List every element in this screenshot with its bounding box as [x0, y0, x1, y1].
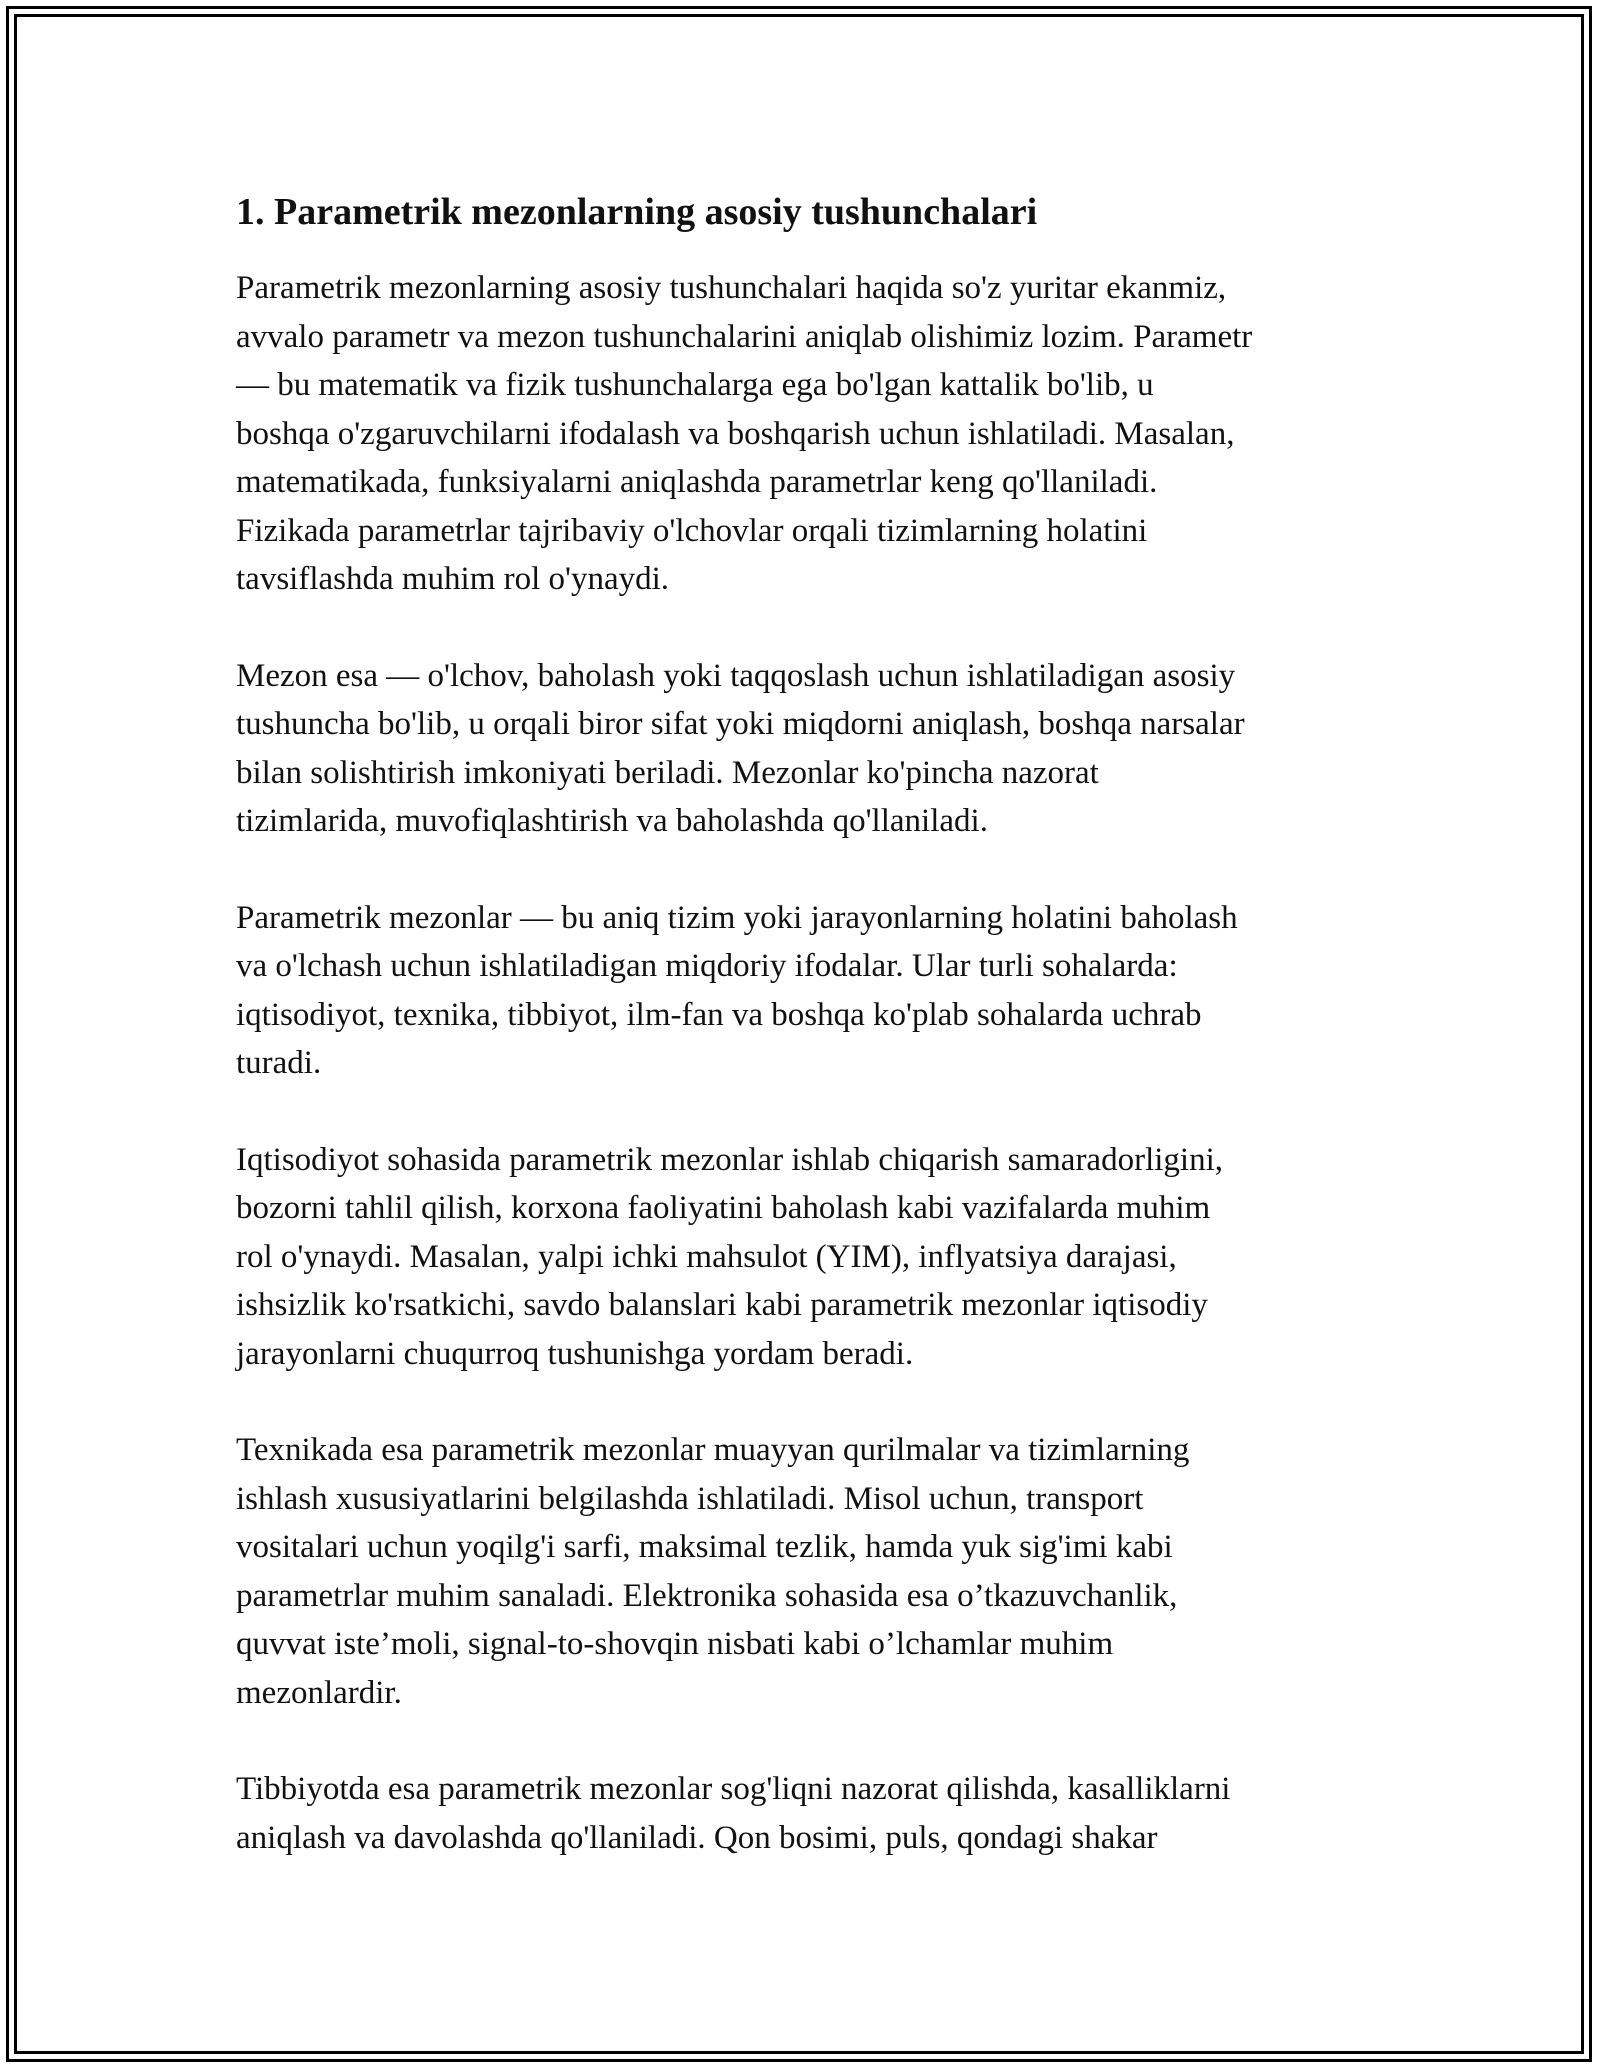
paragraph-parameter-definition: Parametrik mezonlarning asosiy tushunchalari haqida so'z yuritar ekanmiz, avvalo parametr va mezon tushunchalarini aniqlab olishimiz lozim. Parametr — bu matematik va fizik tushunchalarga ega bo'lgan kattalik bo'lib, u boshqa o'zgaruvchilarni ifodalash va boshqarish uchun ishlatiladi. Masalan, matematikada, funksiyalarni aniqlashda parametrlar keng qo'llaniladi. Fizikada parametrlar tajribaviy o'lchovlar orqali tizimlarning holatini tavsiflashda muhim rol o'ynaydi.	[236, 270, 1253, 597]
paragraph-technology: Texnikada esa parametrik mezonlar muayyan qurilmalar va tizimlarning ishlash xususiyatlarini belgilashda ishlatiladi. Misol uchun, transport vositalari uchun yoqilg'i sarfi, maksimal tezlik, hamda yuk sig'imi kabi parametrlar muhim sanaladi. Elektronika sohasida esa o’tkazuvchanlik, quvvat iste’moli, signal-to-shovqin nisbati kabi o’lchamlar muhim mezonlardir.	[236, 1432, 1190, 1711]
paragraph-medicine: Tibbiyotda esa parametrik mezonlar sog'liqni nazorat qilishda, kasalliklarni aniqlash va davolashda qo'llaniladi. Qon bosimi, puls, qondagi shakar	[236, 1771, 1231, 1856]
paragraph-economics: Iqtisodiyot sohasida parametrik mezonlar ishlab chiqarish samaradorligini, bozorni tahlil qilish, korxona faoliyatini baholash kabi vazifalarda muhim rol o'ynaydi. Masalan, yalpi ichki mahsulot (YIM), inflyatsiya darajasi, ishsizlik ko'rsatkichi, savdo balanslari kabi parametrik mezonlar iqtisodiy jarayonlarni chuqurroq tushunishga yordam beradi.	[236, 1141, 1223, 1372]
section-heading: 1. Parametrik mezonlarning asosiy tushunchalari	[236, 191, 1038, 233]
paragraph-criterion-definition: Mezon esa — o'lchov, baholash yoki taqqoslash uchun ishlatiladigan asosiy tushuncha bo'lib, u orqali biror sifat yoki miqdorni aniqlash, boshqa narsalar bilan solishtirish imkoniyati beriladi. Mezonlar ko'pincha nazorat tizimlarida, muvofiqlashtirish va baholashda qo'llaniladi.	[236, 657, 1245, 839]
document-body	[236, 186, 1376, 1862]
paragraph-parametric-criteria: Parametrik mezonlar — bu aniq tizim yoki jarayonlarning holatini baholash va o'lchash uchun ishlatiladigan miqdoriy ifodalar. Ular turli sohalarda: iqtisodiyot, texnika, tibbiyot, ilm-fan va boshqa ko'plab sohalarda uchrab turadi.	[236, 899, 1238, 1081]
